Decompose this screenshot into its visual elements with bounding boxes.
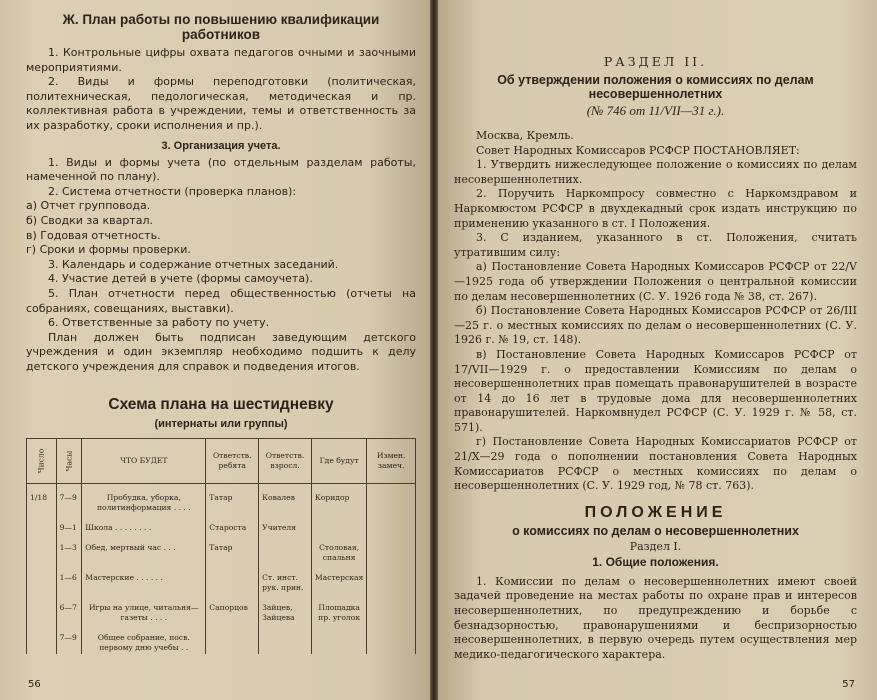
table-header: Измен. замеч. bbox=[367, 439, 416, 484]
list-line: г) Сроки и формы проверки. bbox=[26, 243, 191, 257]
table-row: 1—6 Мастерские . . . . . . Ст. инст. рук. прин. Мастерская bbox=[27, 572, 416, 594]
table-row: 1—3 Обед, мертвый час . . . Татар Столовая, спальня bbox=[27, 542, 416, 564]
table-row: 1/18 7—9 Пробудка, уборка, политинформация . . . . Татар Ковалев Коридор bbox=[27, 492, 416, 514]
list-line: 3. Календарь и содержание отчетных заседаний. bbox=[48, 257, 339, 271]
list-line: а) Отчет групповода. bbox=[26, 199, 151, 213]
paragraph: в) Постановление Совета Народных Комиссаров РСФСР от 17/VII—1929 г. о предоставлении Комиссиям по делам о несовершеннолетних прав помещать правонарушителей в возрасте от 14 до 16 лет в трудовые дома для несовершеннолетних правонарушителей. Наркомвнудел РСФСР (С. У. 1929 г. № 58, ст. 571). bbox=[454, 347, 857, 434]
section-heading: Ж. План работы по повышению квалификации работников bbox=[62, 12, 380, 42]
page-number: 57 bbox=[842, 679, 855, 690]
table-row: 9—1 Школа . . . . . . . . Староста Учителя bbox=[27, 522, 416, 534]
section-label: РАЗДЕЛ II. bbox=[603, 54, 708, 69]
list-line: 1. Виды и формы учета (по отдельным разделам работы, намеченной по плану). bbox=[26, 155, 416, 184]
decree-title: Об утверждении положения о комиссиях по делам несовершеннолетних bbox=[497, 73, 814, 101]
table-row: 7—9 Общее собрание, посв. первому дню учебы . . bbox=[27, 632, 416, 654]
table-row: 6—7 Игры на улице, читальня—газеты . . . . Сапорцов Зайцев, Зайцева Площадка пр. уголок bbox=[27, 602, 416, 624]
paragraph: 1. Утвердить нижеследующее положение о комиссиях по делам несовершеннолетних. bbox=[454, 158, 857, 186]
right-page bbox=[438, 0, 877, 700]
paragraph: 1. Контрольные цифры охвата педагогов очными и заочными мероприятиями. bbox=[26, 46, 416, 74]
subheading: 3. Организация учета. bbox=[161, 139, 281, 152]
table-header: Ответств. ребята bbox=[206, 439, 259, 484]
paragraph: 2. Поручить Наркомпросу совместно с Наркомздравом и Наркомюстом РСФСР в двухдекадный срок издать инструкцию по применению указанного в ст. I Положения. bbox=[454, 187, 857, 230]
list-line: б) Сводки за квартал. bbox=[26, 213, 153, 227]
plan-table bbox=[26, 438, 416, 654]
table-header: ЧТО БУДЕТ bbox=[82, 439, 206, 484]
schema-subtitle: (интернаты или группы) bbox=[154, 418, 288, 431]
schema-title: Схема плана на шестидневку bbox=[108, 396, 334, 414]
list-line: 2. Система отчетности (проверка планов): bbox=[48, 184, 297, 198]
table-header: Ответств. взросл. bbox=[259, 439, 312, 484]
left-page bbox=[0, 0, 430, 700]
list-line: План должен быть подписан заведующим детского учреждения и один экземпляр необходимо подшить к делу детского учреждения для справок и подведения итогов. bbox=[26, 330, 416, 373]
decree-number: (№ 746 от 11/VII—31 г.). bbox=[586, 103, 725, 118]
list-line: 4. Участие детей в учете (формы самоучета). bbox=[48, 272, 313, 286]
section-label: Раздел I. bbox=[629, 539, 682, 553]
list-line: 5. План отчетности перед общественностью (отчеты на собраниях, совещаниях, выставки). bbox=[26, 286, 416, 315]
list-line: в) Годовая отчетность. bbox=[26, 228, 161, 242]
paragraph: 3. С изданием, указанного в ст. Положения, считать утратившим силу: bbox=[454, 231, 857, 259]
place-line: Москва, Кремль. bbox=[476, 129, 574, 142]
paragraph: а) Постановление Совета Народных Комиссаров РСФСР от 22/V—1925 года об утверждении Положения о центральной комиссии по делам несовершеннолетних (С. У. 1926 года № 38, ст. 267). bbox=[454, 260, 857, 303]
table-header: Число bbox=[27, 439, 57, 484]
paragraph: б) Постановление Совета Народных Комиссаров РСФСР от 26/III—25 г. о местных комиссиях по делам о несовершеннолетних (С. У. 1926 г. № 19, ст. 148). bbox=[454, 304, 857, 347]
document-title: ПОЛОЖЕНИЕ bbox=[584, 503, 727, 521]
document-subtitle: о комиссиях по делам о несовершеннолетних bbox=[512, 523, 799, 538]
book-gutter bbox=[430, 0, 438, 700]
paragraph: 1. Комиссии по делам о несовершеннолетних имеют своей задачей проведение на местах работы по охране прав и интересов несовершеннолетних, по предупреждению и борьбе с безнадзорностью, правонарушениями и беспризорностью несовершеннолетних, в первую очередь путем осуществления мер медико-педагогического характера. bbox=[454, 574, 857, 661]
page-number: 56 bbox=[28, 679, 41, 690]
section-heading: 1. Общие положения. bbox=[592, 554, 719, 569]
paragraph: г) Постановление Совета Народных Комиссариатов РСФСР от 21/X—29 года о пополнении постановления Совета Народных Комиссариатов РСФСР о местных комиссиях по делам о несовершеннолетних (С. У. 1929 год, № 78 ст. 763). bbox=[454, 435, 857, 493]
table-header: Часы bbox=[56, 439, 82, 484]
list-line: 6. Ответственные за работу по учету. bbox=[48, 316, 270, 330]
decree-opening: Совет Народных Комиссаров РСФСР ПОСТАНОВЛЯЕТ: bbox=[476, 143, 800, 157]
table-header: Где будут bbox=[311, 439, 366, 484]
paragraph: 2. Виды и формы переподготовки (политическая, политехническая, педологическая, методическая и пр. коллективная работа в учреждении, темы и ответственность за их разработку, сроки исполнения и пр.). bbox=[26, 75, 416, 132]
